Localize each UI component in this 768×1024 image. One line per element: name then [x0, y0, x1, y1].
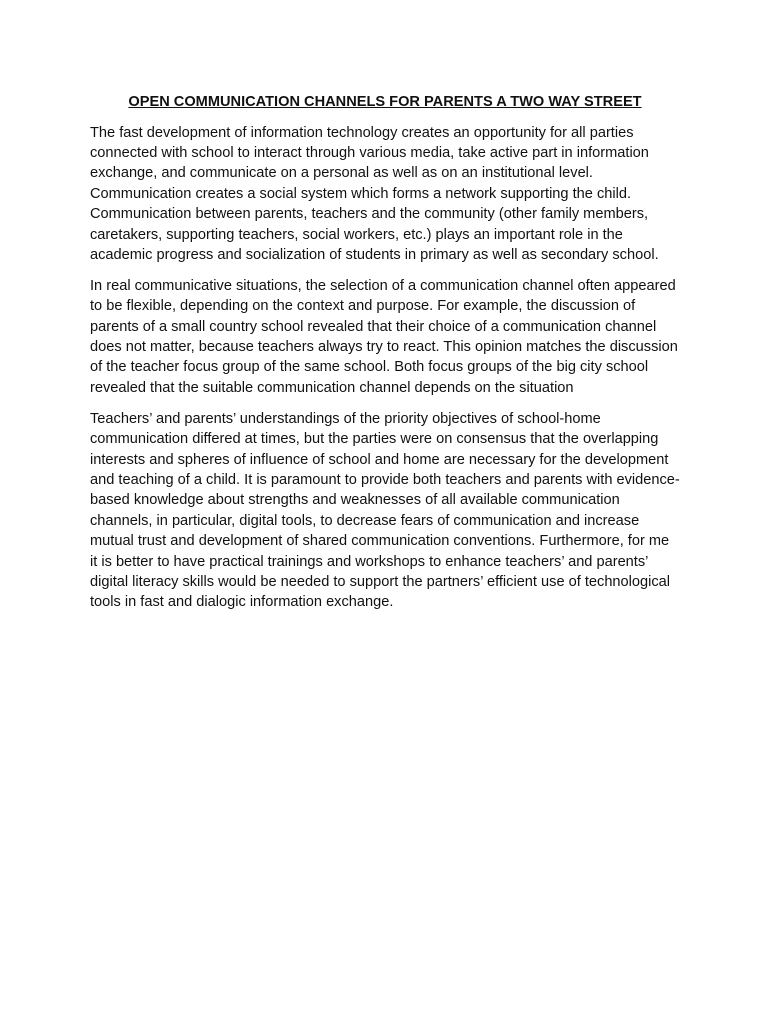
- paragraph-2: In real communicative situations, the selection of a communication channel often appeared to be flexible, depending on the context and purpose. For example, the discussion of parents of a small country school revealed that their choice of a communication channel does not matter, because teachers always try to react. This opinion matches the discussion of the teacher focus group of the same school. Both focus groups of the big city school revealed that the suitable communication channel depends on the situation: [90, 277, 678, 396]
- paragraph-1: The fast development of information technology creates an opportunity for all parties connected with school to interact through various media, take active part in information exchange, and communicate on a personal as well as on an institutional level. Communication creates a social system which forms a network supporting the child. Communication between parents, teachers and the community (other family members, caretakers, supporting teachers, social workers, etc.) plays an important role in the academic progress and socialization of students in primary as well as secondary school.: [90, 124, 659, 263]
- paragraph-3: Teachers’ and parents’ understandings of the priority objectives of school-home communication differed at times, but the parties were on consensus that the overlapping interests and spheres of influence of school and home are necessary for the development and teaching of a child. It is paramount to provide both teachers and parents with evidence-based knowledge about strengths and weaknesses of all available communication channels, in particular, digital tools, to decrease fears of communication and increase mutual trust and development of shared communication conventions. Furthermore, for me it is better to have practical trainings and workshops to enhance teachers’ and parents’ digital literacy skills would be needed to support the partners’ efficient use of technological tools in fast and dialogic information exchange.: [90, 410, 680, 611]
- document-title: OPEN COMMUNICATION CHANNELS FOR PARENTS A TWO WAY STREET: [128, 94, 642, 110]
